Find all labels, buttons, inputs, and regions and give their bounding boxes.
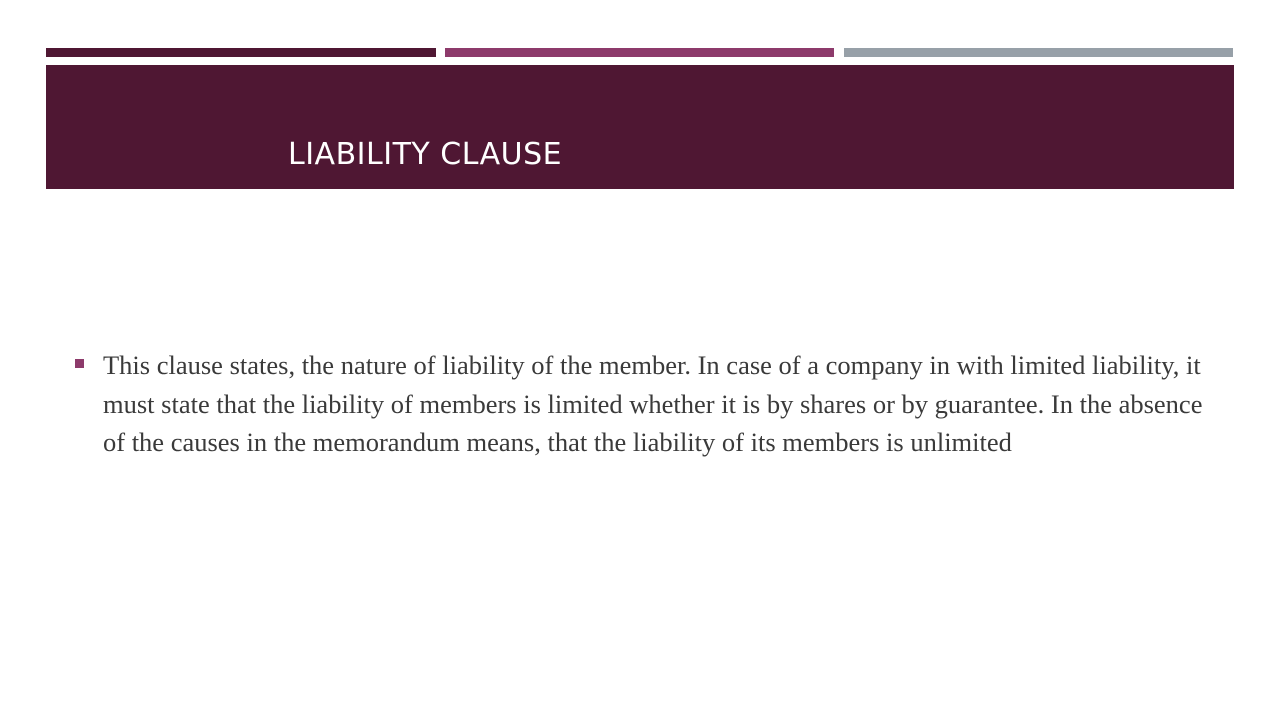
title-band <box>46 65 1234 189</box>
slide-title: LIABILITY CLAUSE <box>288 137 563 172</box>
top-accent-stripe-gray <box>844 48 1233 57</box>
slide-content <box>70 346 1220 462</box>
square-bullet-icon <box>75 359 84 368</box>
bullet-item <box>70 346 1220 462</box>
top-accent-stripe-dark <box>46 48 436 57</box>
bullet-text: This clause states, the nature of liability of the member. In case of a company in with limited liability, it must state that the liability of members is limited whether it is by shares or by guarantee. In the absence of the causes in the memorandum means, that the liability of its members is unlimited <box>103 350 1203 457</box>
top-accent-stripe-magenta <box>445 48 834 57</box>
